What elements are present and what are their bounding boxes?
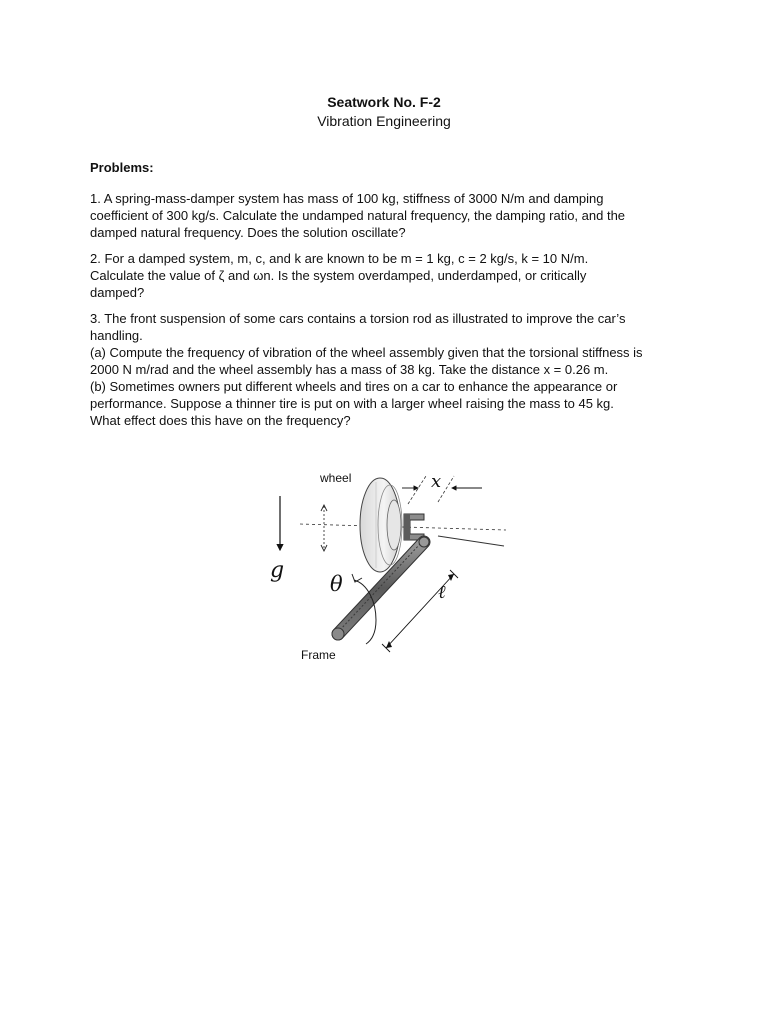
problem-line: (b) Sometimes owners put different wheels and tires on a car to enhance the appearance or — [90, 379, 618, 394]
problem-line: 3. The front suspension of some cars contains a torsion rod as illustrated to improve the car’s — [90, 311, 626, 326]
displacement-arrow — [321, 505, 327, 551]
problem-line: What effect does this have on the frequency? — [90, 413, 351, 428]
problem-line: damped? — [90, 285, 145, 300]
reference-dashed-line — [300, 524, 506, 530]
wheel-shape — [360, 478, 402, 572]
document-subtitle: Vibration Engineering — [317, 113, 451, 129]
problems-section — [90, 159, 690, 438]
document-title: Seatwork No. F-2 — [327, 94, 441, 110]
problem-line: 2000 N m/rad and the wheel assembly has a mass of 38 kg. Take the distance x = 0.26 m. — [90, 362, 609, 377]
problem-line: 1. A spring-mass-damper system has mass of 100 kg, stiffness of 3000 N/m and damping — [90, 191, 604, 206]
problem-2 — [90, 250, 690, 301]
problem-line: performance. Suppose a thinner tire is put on with a larger wheel raising the mass to 45 kg. — [90, 396, 614, 411]
document-header — [0, 93, 768, 131]
offset-dimension — [402, 476, 482, 504]
torsion-rod-figure — [258, 462, 514, 672]
gravity-label: g — [270, 558, 285, 583]
problem-line: handling. — [90, 328, 143, 343]
problems-heading: Problems: — [90, 160, 154, 175]
problem-line: damped natural frequency. Does the solution oscillate? — [90, 225, 406, 240]
offset-label: x — [431, 471, 442, 492]
angle-label: θ — [330, 572, 343, 596]
problem-line: coefficient of 300 kg/s. Calculate the undamped natural frequency, the damping ratio, and the — [90, 208, 626, 223]
figure-drawing — [258, 462, 514, 672]
problem-3 — [90, 310, 690, 429]
frame-label: Frame — [301, 648, 336, 662]
wheel-label: wheel — [320, 471, 352, 485]
length-label: ℓ — [438, 582, 446, 603]
frame-edge-line — [438, 536, 504, 546]
problem-line: Calculate the value of ζ and ωn. Is the system overdamped, underdamped, or critically — [90, 268, 587, 283]
problem-line: (a) Compute the frequency of vibration of the wheel assembly given that the torsional stiffness is — [90, 345, 643, 360]
problem-line: 2. For a damped system, m, c, and k are known to be m = 1 kg, c = 2 kg/s, k = 10 N/m. — [90, 251, 589, 266]
problem-1 — [90, 190, 690, 241]
